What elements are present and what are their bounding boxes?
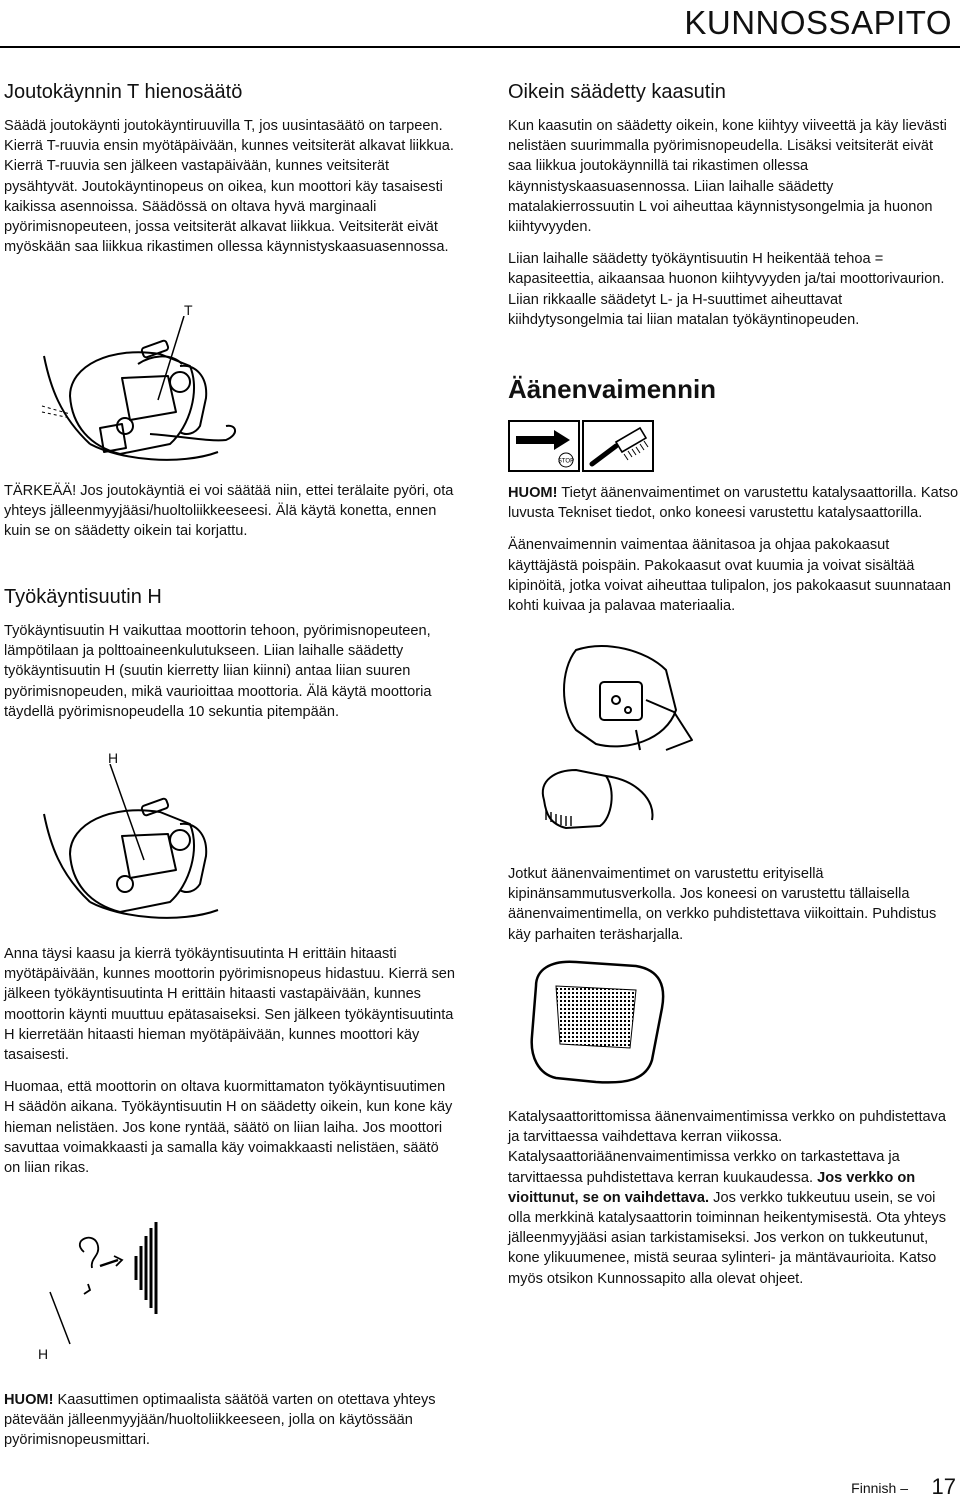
figure-label-h: H — [108, 750, 119, 766]
carb-paragraph-2: Liian laihalle säädetty työkäyntisuutin H heikentää tehoa = kapasiteettia, aikaansaa huonon kiihtyvyyden ja/tai moottorivaurion. Liian rikkaalle säädetyt L- ja H-suuttimet aiheuttavat kiihdytysongelmia tai liian matalan työkäyntinopeuden. — [508, 251, 945, 328]
muffler-p4-a: Katalysaattorittomissa äänenvaimentimissa verkko on puhdistettava ja tarvittaessa vaihdettava kerran viikossa. Katalysaattoriäänenvaimentimissa verkko on tarkastettava ja tarvittaessa puhdistettava kerran kuukaudessa. — [508, 1109, 947, 1186]
adjust-section — [4, 944, 456, 1178]
muffler-paragraph-3: Jotkut äänenvaimentimet on varustettu erityisellä kipinänsammutusverkolla. Jos koneesi on varustettu tällaisella äänenvaimentimella, on verkko puhdistettava viikoittain. Puhdistus käy parhaiten teräsharjalla. — [508, 866, 937, 943]
stop-label: STOP — [557, 458, 575, 465]
spark-arrestor-screen-illustration — [516, 956, 676, 1088]
adjust-paragraph-2: Huomaa, että moottorin on oltava kuormittamaton työkäyntisuutimen H säädön aikana. Työkäyntisuutin H on säädetty oikein, kun kone käy hieman nelistäen. Jos kone ryntää, säätö on liian laiha. Jos moottori savuttaa voimakkaasti ja samalla käy voimakkaasti nelistäen, säätö on liian rikas. — [4, 1079, 453, 1177]
note-paragraph — [4, 1390, 456, 1451]
muffler-heading-wrap — [508, 374, 960, 404]
muffler-p4-b: Jos verkko tukkeutuu usein, se voi olla merkkinä katalysaattorin toiminnan heikentymisestä. Ota yhteys jälleenmyyjääsi asian tarkistamiseksi. Jos verkon on tukkeutunut, kone ylikuumenee, mistä seuraa sylinteri- ja mäntävaurioita. Katso myös otsikon Kunnossapito alla olevat ohjeet. — [508, 1189, 947, 1287]
muffler-mounting-illustration — [516, 640, 716, 850]
catalyst-section — [508, 1107, 960, 1289]
idle-heading: Joutokäynnin T hienosäätö — [4, 81, 243, 103]
note-lead: HUOM! — [4, 1392, 54, 1408]
adjust-paragraph-1: Anna täysi kaasu ja kierrä työkäyntisuutinta H erittäin hitaasti myötäpäivään, kunnes moottorin pyörimisnopeus hidastuu. Kierrä sen jälkeen työkäyntisuutinta H erittäin hitaasti vastapäivään, kunnes moottorin käynti muuttuu epätasaiseksi. Sen jälkeen työkäyntisuutinta H kierretään hitaasti hieman myötäpäivään, kunnes moottori käy tasaisesti. — [4, 946, 456, 1064]
note-text: Kaasuttimen optimaalista säätöä varten on otettava yhteys pätevään jälleenmyyjään/huoltoliikkeeseen, jolla on käytössään pyörimisnopeusmittari. — [4, 1392, 436, 1449]
idle-text: Säädä joutokäynti joutokäyntiruuvilla T, jos uusintasäätö on tarpeen. Kierrä T-ruuvia ensin myötäpäivään, kunnes veitsiterät alkavat liikkua. Kierrä T-ruuvia sen jälkeen vastapäivään, kunnes veitsiterät pysähtyvät. Joutokäyntinopeus on oikea, kun moottori käy tasaisesti kaikissa asennoissa. Säädössä on oltava hyvä marginaali pyörimisnopeuteen, jossa veitsiterät alkavat liikkua. Veitsiterät eivät myöskään saa liikkua rikastimen ollessa käynnistyskaasuasennossa. — [4, 118, 454, 256]
header-rule — [0, 46, 960, 48]
footer-page-separator: – — [900, 1480, 908, 1496]
muffler-paragraph-4 — [508, 1107, 960, 1289]
warning-section — [4, 481, 456, 542]
muffler-note — [508, 483, 960, 523]
stop-engine-symbol — [508, 420, 580, 472]
muffler-paragraph-2: Äänenvaimennin vaimentaa äänitasoa ja ohjaa pakokaasut käyttäjästä poispäin. Pakokaasut ovat kuumia ja voivat sisältää kipinöitä, jotka voivat aiheuttaa tulipalon, jos pakokaasut suunnataan kohti kuivaa ja palavaa materiaalia. — [508, 537, 951, 615]
high-section — [4, 585, 456, 722]
page-number: 17 — [931, 1474, 956, 1499]
engine-high-jet-illustration — [30, 764, 270, 934]
carb-section — [508, 80, 960, 330]
carb-heading: Oikein säädetty kaasutin — [508, 81, 726, 103]
warning-text: Jos joutokäyntiä ei voi säätää niin, ettei terälaite pyöri, ota yhteys jälleenmyyjääsi/huoltoliikkeeseesi. Älä käytä konetta, ennen kuin se on säädetty oikein tai korjattu. — [4, 483, 454, 540]
carb-paragraph-1: Kun kaasutin on säädetty oikein, kone kiihtyy viiveettä ja käy lievästi nelistäen suurimmalla pyörimisnopeudella. Lisäksi veitsiterät eivät saa liikkua joutokäynnillä tai rikastimen ollessa käynnistyskaasuasennossa. Liian laihalle säädetty matalakierrossuutin L voi aiheuttaa käynnistysongelmia ja huonon kiihtyvyyden. — [508, 118, 947, 236]
muffler-heading: Äänenvaimennin — [508, 374, 717, 404]
page-title: KUNNOSSAPITO — [684, 4, 952, 41]
warning-lead: TÄRKEÄÄ! — [4, 483, 77, 499]
muffler-note-text: Tietyt äänenvaimentimet on varustettu katalysaattorilla. Katso luvusta Tekniset tiedot, onko koneesi varustettu katalysaattorilla. — [508, 485, 959, 522]
note-section — [4, 1390, 456, 1451]
muffler-note-lead: HUOM! — [508, 485, 558, 501]
screw-adjustment-diagram — [40, 1222, 180, 1352]
figure-label-t: T — [184, 302, 193, 318]
muffler-text-section — [508, 483, 960, 616]
high-heading: Työkäyntisuutin H — [4, 586, 162, 608]
wire-brush-icon — [582, 420, 654, 472]
screw-label-h: H — [38, 1346, 49, 1362]
idle-section — [4, 80, 456, 257]
warning-paragraph — [4, 481, 456, 542]
high-text: Työkäyntisuutin H vaikuttaa moottorin tehoon, pyörimisnopeuteen, lämpötilaan ja polttoaineenkulutukseen. Liian laihalle säädetty työkäyntisuutin H (suutin kierretty liian kiinni) antaa liian suuren pyörimisnopeuden, mikä vaurioittaa moottoria. Älä käytä moottoria täydellä pyörimisnopeudella 10 sekuntia pitempään. — [4, 623, 432, 720]
muffler-p4-bold: Jos verkko on vioittunut, se on vaihdettava. — [508, 1169, 916, 1206]
engine-idle-screw-illustration — [30, 316, 270, 474]
spark-screen-section — [508, 864, 960, 945]
footer-language-label: Finnish — [851, 1480, 897, 1496]
footer-language — [851, 1480, 908, 1496]
